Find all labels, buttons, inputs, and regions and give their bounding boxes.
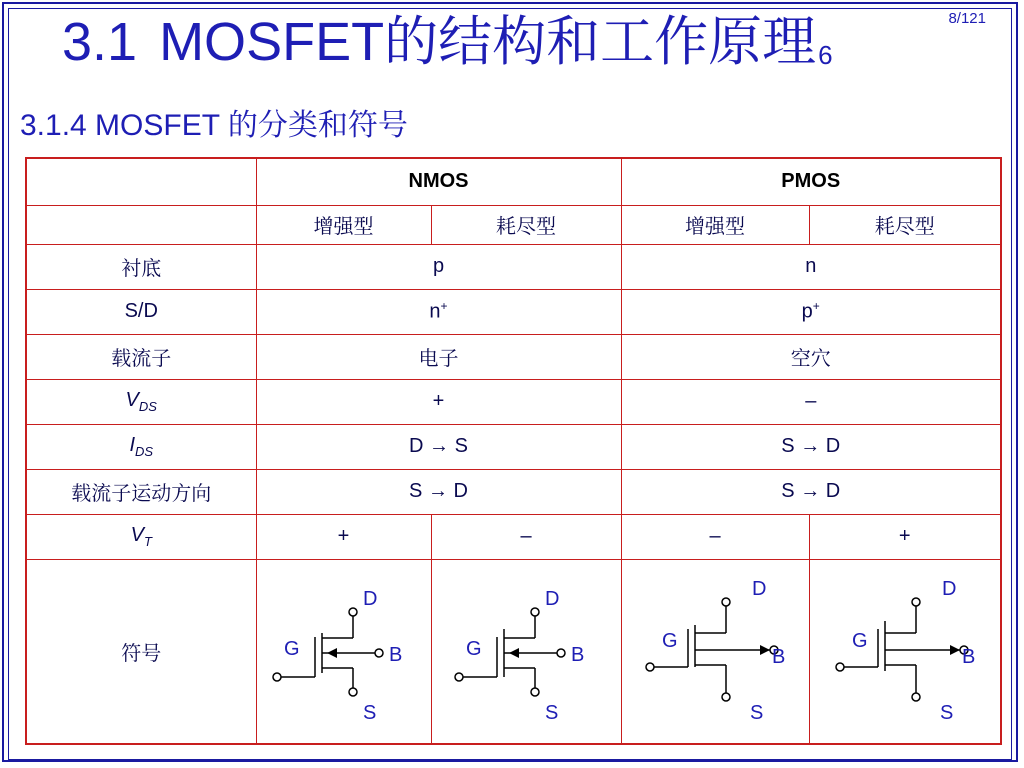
vt-label-sub: T: [143, 534, 152, 549]
vds-label-sub: DS: [138, 399, 157, 414]
ids-label-main: I: [129, 434, 135, 456]
nmos-sd: [256, 289, 621, 334]
row-label-substrate: 衬底: [26, 244, 256, 289]
ids-label-sub: DS: [135, 444, 154, 459]
page-number: 8/121: [948, 10, 986, 27]
drain-label: D: [545, 588, 560, 611]
bulk-label: B: [772, 646, 786, 669]
mode-label-cell: [26, 205, 256, 244]
gate-label: G: [283, 638, 300, 661]
pmos-direction: S → D: [621, 469, 1001, 514]
pmos-enhancement-symbol: [621, 559, 809, 744]
bulk-label: B: [388, 644, 402, 667]
pmos-enh-vt: –: [621, 514, 809, 559]
table-row: [26, 424, 1001, 469]
nmos-vds: +: [256, 379, 621, 424]
mosfet-classification-table: [25, 157, 1002, 745]
bulk-label: B: [961, 646, 976, 669]
table-row: [26, 559, 1001, 744]
source-label: S: [545, 702, 559, 725]
gate-label: G: [662, 630, 678, 653]
row-label-vt: [26, 514, 256, 559]
slide-title: [62, 6, 833, 78]
bulk-label: B: [571, 644, 585, 667]
slide-subtitle: 3.1.4 MOSFET 的分类和符号: [20, 109, 408, 142]
corner-cell: [26, 158, 256, 205]
nmos-enhancement: 增强型: [256, 205, 431, 244]
row-label-vds: [26, 379, 256, 424]
nmos-ids: D → S: [256, 424, 621, 469]
gate-label: G: [466, 638, 482, 661]
table-row: [26, 244, 1001, 289]
vt-label-main: V: [130, 524, 144, 546]
table-row: [26, 158, 1001, 205]
pmos-header: PMOS: [621, 158, 1001, 205]
nmos-enh-vt: +: [256, 514, 431, 559]
source-label: S: [362, 702, 376, 725]
pmos-substrate: n: [621, 244, 1001, 289]
gate-label: G: [851, 630, 868, 653]
title-subscript: 6: [818, 40, 833, 70]
vds-label-main: V: [125, 389, 139, 411]
pmos-enhancement: 增强型: [621, 205, 809, 244]
table-row: [26, 205, 1001, 244]
pmos-enhancement-symbol-svg: [630, 561, 800, 741]
row-label-direction: 载流子运动方向: [26, 469, 256, 514]
nmos-carrier: 电子: [256, 334, 621, 379]
table-row: [26, 289, 1001, 334]
table-row: [26, 334, 1001, 379]
source-label: S: [939, 702, 954, 725]
source-label: S: [750, 702, 764, 725]
title-text: MOSFET的结构和工作原理: [159, 12, 817, 72]
nmos-depletion-symbol-svg: [441, 561, 611, 741]
nmos-sd-sup: +: [440, 299, 448, 314]
nmos-substrate: p: [256, 244, 621, 289]
nmos-dep-vt: –: [431, 514, 621, 559]
drain-label: D: [752, 578, 767, 601]
nmos-depletion: 耗尽型: [431, 205, 621, 244]
row-label-symbol: 符号: [26, 559, 256, 744]
nmos-enhancement-symbol-svg: [259, 561, 429, 741]
drain-label: D: [362, 588, 377, 611]
pmos-sd-base: p: [801, 300, 813, 323]
drain-label: D: [941, 578, 957, 601]
pmos-sd-sup: +: [812, 299, 820, 314]
title-number: 3.1: [62, 12, 138, 72]
table-row: [26, 514, 1001, 559]
pmos-carrier: 空穴: [621, 334, 1001, 379]
nmos-header: NMOS: [256, 158, 621, 205]
pmos-ids: S → D: [621, 424, 1001, 469]
nmos-sd-base: n: [429, 300, 441, 323]
row-label-carrier: 载流子: [26, 334, 256, 379]
nmos-enhancement-symbol: [256, 559, 431, 744]
pmos-depletion-symbol: [809, 559, 1001, 744]
pmos-depletion-symbol-svg: [820, 561, 990, 741]
row-label-sd: S/D: [26, 289, 256, 334]
nmos-depletion-symbol: [431, 559, 621, 744]
pmos-vds: –: [621, 379, 1001, 424]
pmos-dep-vt: +: [809, 514, 1001, 559]
pmos-sd: [621, 289, 1001, 334]
nmos-direction: S → D: [256, 469, 621, 514]
table-row: [26, 469, 1001, 514]
pmos-depletion: 耗尽型: [809, 205, 1001, 244]
row-label-ids: [26, 424, 256, 469]
table-row: [26, 379, 1001, 424]
